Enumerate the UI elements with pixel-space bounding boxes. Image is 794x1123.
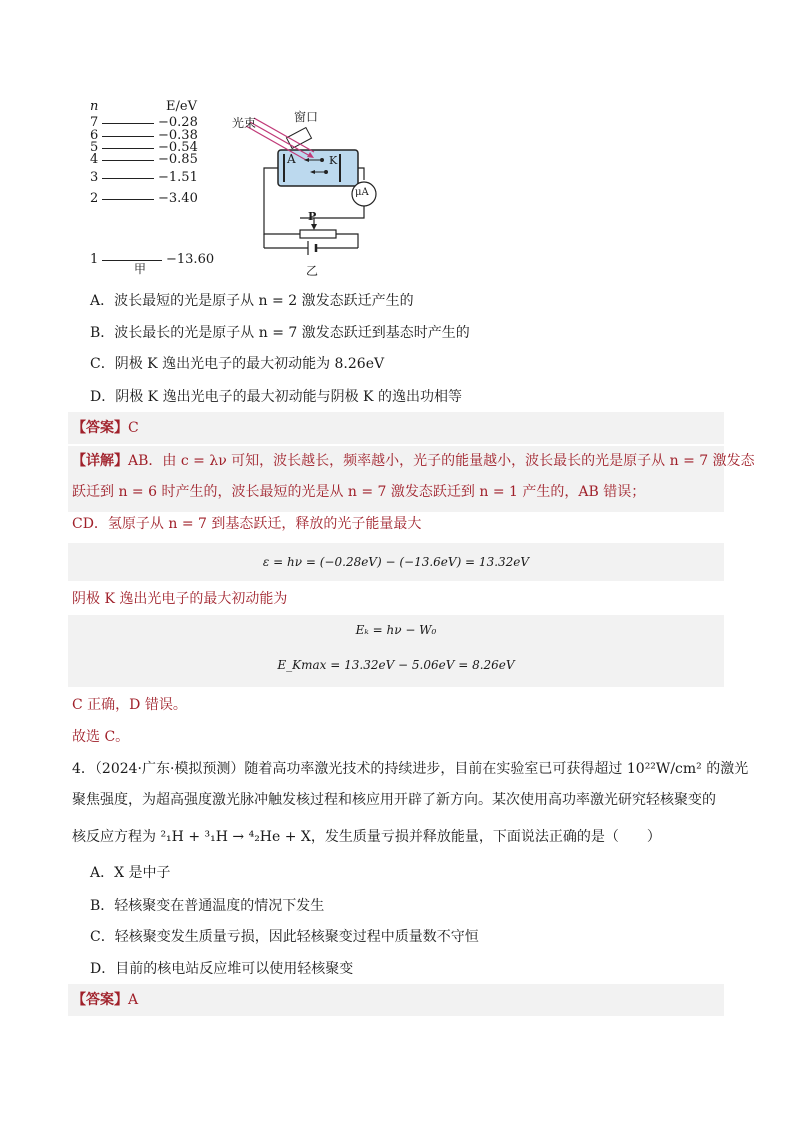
equation-max-kinetic-energy: E_Kmax = 13.32eV − 5.06eV = 8.26eV <box>277 658 515 672</box>
slider-label: P <box>308 210 317 223</box>
detail-tag: 【详解】 <box>72 453 128 469</box>
q4-answer-box <box>68 984 724 1016</box>
equation-kinetic-energy: Eₖ = hν − W₀ <box>355 623 437 637</box>
level-line <box>102 199 154 200</box>
level-e2: −3.40 <box>158 191 198 206</box>
cathode-label: K <box>329 154 338 167</box>
q3-option-c: C．阴极 K 逸出光电子的最大初动能为 8.26eV <box>90 356 385 372</box>
q3-detail-line3: CD．氢原子从 n = 7 到基态跃迁，释放的光子能量最大 <box>72 516 422 532</box>
figure-caption-yi: 乙 <box>306 264 319 278</box>
level-n3: 3 <box>90 170 99 185</box>
q4-option-a: A．X 是中子 <box>90 865 171 881</box>
q3-answer-box <box>68 412 724 444</box>
level-line <box>102 160 154 161</box>
q3-option-d: D．阴极 K 逸出光电子的最大初动能与阴极 K 的逸出功相等 <box>90 389 462 405</box>
photoelectric-circuit-diagram <box>228 104 378 280</box>
level-e6: −0.38 <box>158 128 198 143</box>
level-line <box>102 148 154 149</box>
level-e5: −0.54 <box>158 140 198 155</box>
level-e3: −1.51 <box>158 170 198 185</box>
q4-stem-line2: 聚焦强度，为超高强度激光脉冲触发核过程和核应用开辟了新方向。某次使用高功率激光研究轻核聚变的 <box>72 792 716 808</box>
level-n4: 4 <box>90 152 99 167</box>
equation-photon-energy: ε = hν = (−0.28eV) − (−13.6eV) = 13.32eV <box>262 555 530 569</box>
q3-answer <box>72 418 139 438</box>
window-label: 窗口 <box>294 110 319 124</box>
level-n6: 6 <box>90 128 99 143</box>
level-line <box>102 178 154 179</box>
answer-value: A <box>128 992 139 1008</box>
microammeter-label: μA <box>355 187 369 198</box>
level-e4: −0.85 <box>158 152 198 167</box>
anode-label: A <box>287 152 296 166</box>
q3-detail-line4: 阴极 K 逸出光电子的最大初动能为 <box>72 591 288 607</box>
answer-tag: 【答案】 <box>72 992 128 1008</box>
figure-caption-jia: 甲 <box>134 262 147 276</box>
q4-option-c: C．轻核聚变发生质量亏损，因此轻核聚变过程中质量数不守恒 <box>90 929 479 945</box>
q4-option-b: B．轻核聚变在普通温度的情况下发生 <box>90 898 325 914</box>
q3-option-b: B．波长最长的光是原子从 n = 7 激发态跃迁到基态时产生的 <box>90 325 470 341</box>
level-line <box>102 136 154 137</box>
q3-option-a: A．波长最短的光是原子从 n = 2 激发态跃迁产生的 <box>90 293 414 309</box>
q3-detail-line1: 【详解】AB．由 c = λν 可知，波长越长，频率越小，光子的能量越小，波长最长的光是原子从 n = 7 激发态 <box>72 453 755 469</box>
level-n5: 5 <box>90 140 99 155</box>
q4-answer <box>72 990 138 1010</box>
energy-axis-label: E/eV <box>166 99 197 114</box>
n-axis-label: n <box>90 99 99 114</box>
q4-stem-line1: 4．（2024·广东·模拟预测）随着高功率激光技术的持续进步，目前在实验室已可获得超过 10²²W/cm² 的激光 <box>72 761 749 777</box>
q3-detail-line2: 跃迁到 n = 6 时产生的，波长最短的光是从 n = 7 激发态跃迁到 n = 1 产生的，AB 错误； <box>72 484 646 500</box>
level-line <box>102 123 154 124</box>
level-e7: −0.28 <box>158 115 198 130</box>
light-beam-label: 光束 <box>232 116 257 130</box>
answer-tag: 【答案】 <box>72 420 128 436</box>
q4-option-d: D．目前的核电站反应堆可以使用轻核聚变 <box>90 961 354 977</box>
level-line <box>102 260 162 261</box>
level-e1: −13.60 <box>166 252 215 267</box>
q3-detail-line6: 故选 C。 <box>72 729 130 745</box>
q4-stem-line3: 核反应方程为 ²₁H + ³₁H → ⁴₂He + X，发生质量亏损并释放能量，下面说法正确的是（ ） <box>72 829 661 845</box>
q3-detail-line5: C 正确，D 错误。 <box>72 697 187 713</box>
level-n7: 7 <box>90 115 99 130</box>
energy-level-diagram <box>86 100 216 280</box>
level-n1: 1 <box>90 252 99 267</box>
answer-value: C <box>128 420 139 436</box>
level-n2: 2 <box>90 191 99 206</box>
